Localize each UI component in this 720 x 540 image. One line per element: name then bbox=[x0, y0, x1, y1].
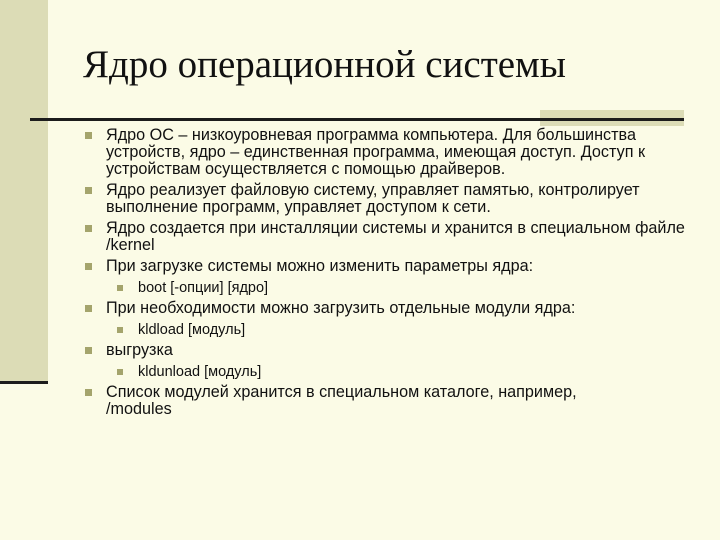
square-bullet-icon bbox=[117, 369, 123, 375]
sub-list-item-text: boot [-опции] [ядро] bbox=[138, 280, 269, 296]
square-bullet-icon bbox=[85, 187, 92, 194]
square-bullet-icon bbox=[85, 263, 92, 270]
square-bullet-icon bbox=[117, 327, 123, 333]
sub-list-item bbox=[85, 322, 685, 338]
list-item bbox=[85, 258, 685, 275]
bullet-list bbox=[85, 127, 685, 418]
list-item bbox=[85, 342, 685, 359]
square-bullet-icon bbox=[85, 347, 92, 354]
list-item bbox=[85, 300, 685, 317]
list-item-text: Ядро реализует файловую систему, управляет памятью, контролирует выполнение программ, управляет доступом к сети. bbox=[106, 181, 640, 216]
square-bullet-icon bbox=[85, 389, 92, 396]
left-accent-rule bbox=[0, 381, 48, 384]
left-accent-bar bbox=[0, 0, 48, 381]
square-bullet-icon bbox=[85, 305, 92, 312]
list-item-text: выгрузка bbox=[106, 341, 173, 359]
square-bullet-icon bbox=[85, 132, 92, 139]
list-item bbox=[85, 220, 685, 254]
sub-list-item-text: kldload [модуль] bbox=[138, 322, 246, 338]
list-item-text: Ядро создается при инсталляции системы и хранится в специальном файле /kernel bbox=[106, 219, 685, 254]
slide-title: Ядро операционной системы bbox=[83, 43, 566, 86]
list-item bbox=[85, 127, 685, 178]
list-item-text: При необходимости можно загрузить отдельные модули ядра: bbox=[106, 299, 576, 317]
list-item-text: Список модулей хранится в специальном каталоге, например, bbox=[106, 383, 577, 401]
sub-list-item bbox=[85, 364, 685, 380]
list-item-text: Ядро ОС – низкоуровневая программа компьютера. Для большинства устройств, ядро – единственная программа, имеющая доступ. Доступ к устройствам осуществляется с помощью драйверов. bbox=[106, 126, 646, 178]
square-bullet-icon bbox=[117, 285, 123, 291]
list-item-text: При загрузке системы можно изменить параметры ядра: bbox=[106, 257, 534, 275]
corner-accent-block bbox=[540, 110, 684, 126]
list-item bbox=[85, 384, 685, 418]
list-item bbox=[85, 182, 685, 216]
sub-list-item-text: kldunload [модуль] bbox=[138, 364, 262, 380]
sub-list-item bbox=[85, 280, 685, 296]
list-item-text-path: /modules bbox=[106, 400, 172, 418]
square-bullet-icon bbox=[85, 225, 92, 232]
